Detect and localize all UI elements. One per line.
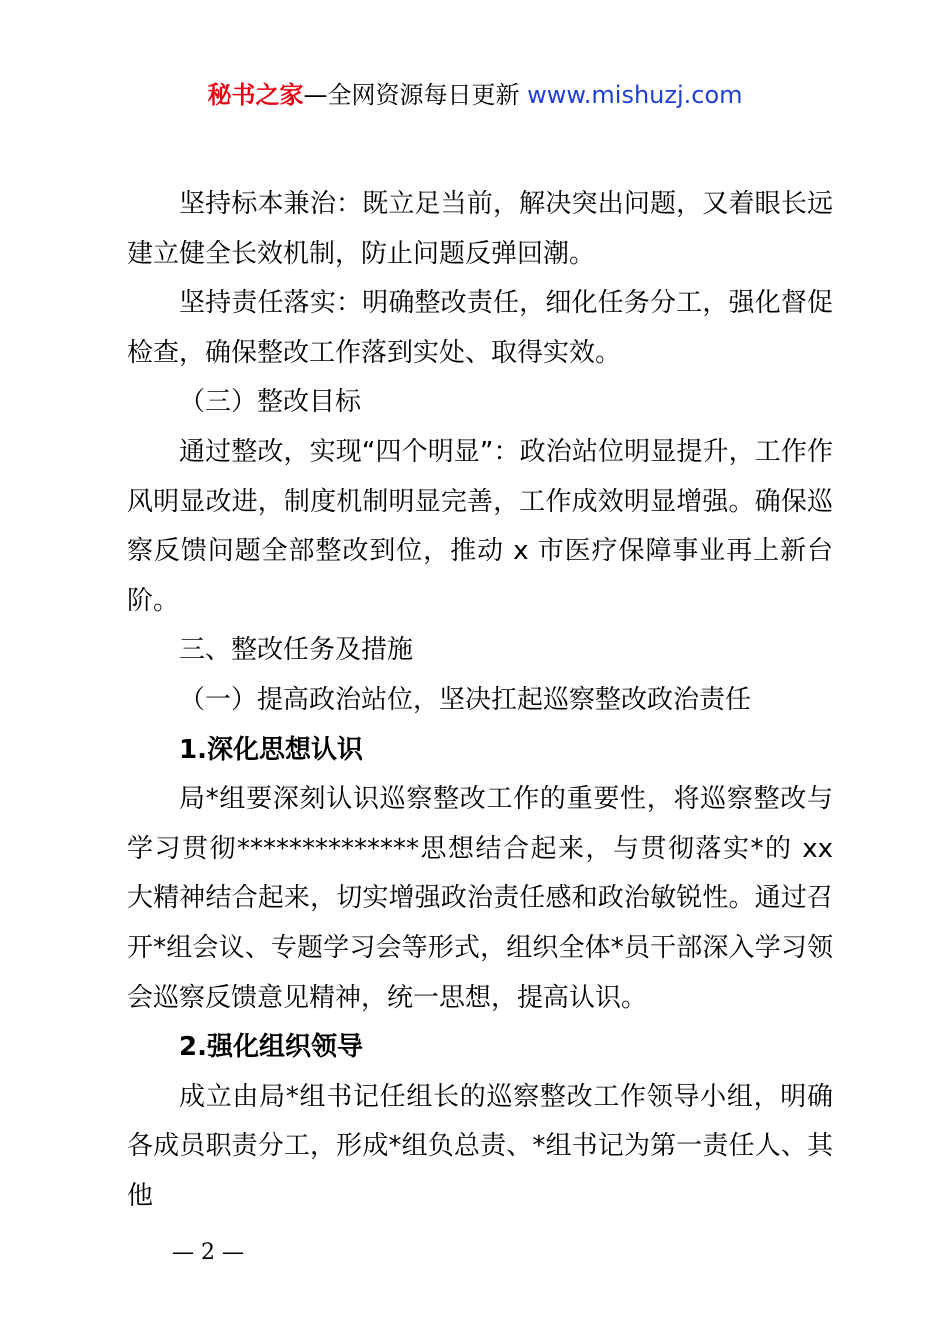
item-heading-deepen-understanding: 1.深化思想认识 bbox=[179, 734, 363, 765]
site-url-link[interactable]: www.mishuzj.com bbox=[527, 81, 743, 109]
paragraph-principle-responsibility: 坚持责任落实：明确整改责任，细化任务分工，强化督促检查，确保整改工作落到实处、取得实效。 bbox=[127, 288, 833, 368]
site-tagline: —全网资源每日更新 bbox=[303, 81, 528, 109]
paragraph-principle-root-causes: 坚持标本兼治：既立足当前，解决突出问题，又着眼长远建立健全长效机制，防止问题反弹回潮。 bbox=[127, 189, 833, 269]
site-header bbox=[0, 78, 950, 112]
paragraph-deepen-understanding: 局*组要深刻认识巡察整改工作的重要性，将巡察整改与学习贯彻**************思想结合起来，与贯彻落实*的 xx 大精神结合起来，切实增强政治责任感和政治敏锐性。通过召开*组会议、专题学习会等形式，组织全体*员干部深入学习领会巡察反馈意见精神，统一思想，提高认识。 bbox=[127, 784, 833, 1013]
paragraph-goals: 通过整改，实现“四个明显”：政治站位明显提升，工作作风明显改进，制度机制明显完善，工作成效明显增强。确保巡察反馈问题全部整改到位，推动 x 市医疗保障事业再上新台阶。 bbox=[127, 436, 833, 616]
page-number: — 2 — bbox=[172, 1240, 244, 1265]
item-heading-strengthen-leadership: 2.强化组织领导 bbox=[179, 1032, 363, 1063]
paragraph-strengthen-leadership: 成立由局*组书记任组长的巡察整改工作领导小组，明确各成员职责分工，形成*组负总责、*组书记为第一责任人、其他 bbox=[127, 1081, 833, 1211]
section-heading-goals: （三）整改目标 bbox=[179, 387, 362, 418]
section-heading-tasks: 三、整改任务及措施 bbox=[179, 635, 414, 666]
subsection-heading-political-stance: （一）提高政治站位，坚决扛起巡察整改政治责任 bbox=[179, 684, 752, 715]
site-brand: 秘书之家 bbox=[207, 81, 304, 109]
document-body bbox=[127, 180, 833, 1221]
